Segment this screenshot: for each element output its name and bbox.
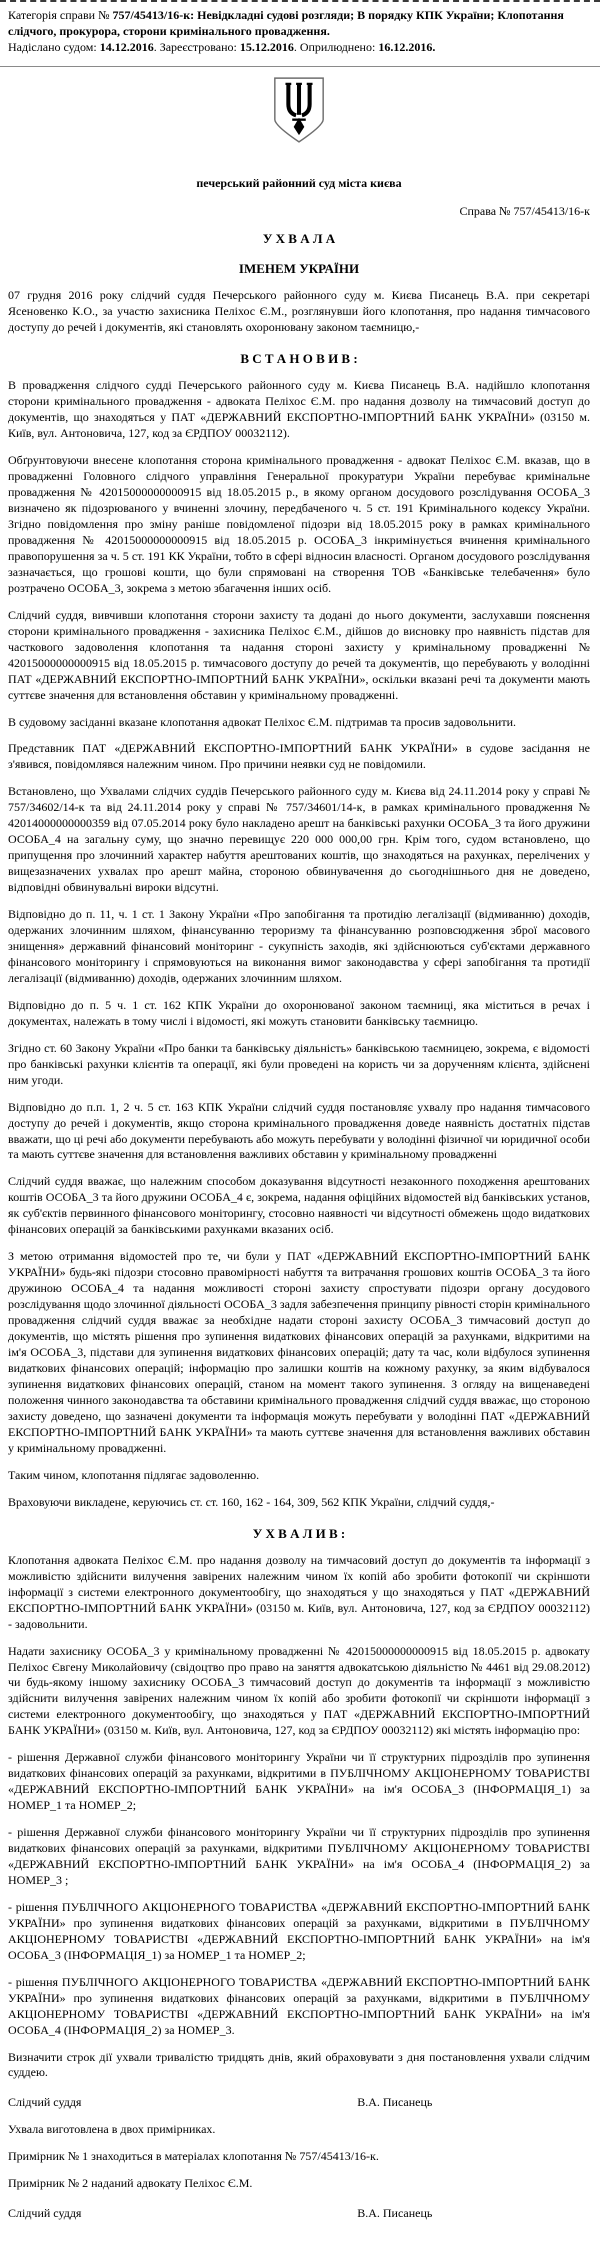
sent-label: Надіслано судом:	[8, 39, 100, 54]
judge-name: В.А. Писанець	[357, 2206, 433, 2221]
closing-section	[8, 2122, 590, 2192]
ruled-heading: У Х В А Л И В :	[252, 1525, 346, 1541]
established-section	[8, 378, 590, 1510]
paragraph: 07 грудня 2016 року слідчий суддя Печерського районного суду м. Києва Писанець В.А. при секретарі Ясеновенко К.О., за участю захисника Пеліхос Є.М., розглянувши його клопотання, про надання тимчасового доступу до речей і документів, які становлять охоронювану законом таємницю,-	[8, 288, 590, 335]
paragraph: З метою отримання відомостей про те, чи були у ПАТ «ДЕРЖАВНИЙ ЕКСПОРТНО-ІМПОРТНИЙ БАНК УКРАЇНИ» будь-які підозри стосовно правомірності набуття та витрачання грошових коштів ОСОБА_3 та його дружиною ОСОБА_4 та надання можливості стороні захисту спростувати підозри органу досудового розслідування щодо злочинної діяльності ОСОБА_3 задля забезпечення принципу рівності сторін кримінального провадження слідчий суддя вважає за необхідне надати стороні захисту ОСОБА_3 тимчасовий доступ до документів, що містять рішення про зупинення видаткових фінансових операцій за рахунками, відкритими на ім'я ОСОБА_3, підстави для зупинення видаткових фінансових операцій; дату та час, коли відбулося зупинення видаткових фінансових операцій; інформацію про залишки коштів на кожному рахунку, за яким відбувалося зупинення видаткових фінансових операцій, станом на момент такого зупинення. З огляду на вищенаведені положення чинного законодавства та обставини кримінального провадження слідчий суддя вважає, що стороною захисту доведено, що зазначені документи та інформація можуть перебувати у володінні ПАТ «ДЕРЖАВНИЙ ЕКСПОРТНО-ІМПОРТНИЙ БАНК УКРАЇНИ» та мають суттєве значення для встановлення важливих обставин у кримінальному провадженні.	[8, 1249, 590, 1455]
header-divider	[0, 66, 600, 67]
paragraph: Слідчий суддя, вивчивши клопотання сторони захисту та додані до нього документи, заслухавши пояснення сторони кримінального провадження - захисника Пеліхос Є.М., дійшов до висновку про наявність підстав для часткового задоволення клопотання та надання стороні захисту у кримінальному провадженні № 42015000000000915 від 18.05.2015 р. тимчасового доступу до речей та документів, що перебувають у володінні ПАТ «ДЕРЖАВНИЙ ЕКСПОРТНО-ІМПОРТНИЙ БАНК УКРАЇНИ», оскільки вказані речі та документи мають суттєве значення для встановлення обставин у кримінальному провадженні.	[8, 607, 590, 702]
paragraph: Таким чином, клопотання підлягає задоволенню.	[8, 1467, 260, 1482]
court-name: печерський районний суд міста києва	[196, 175, 402, 190]
registered-label: . Зареєстровано:	[153, 39, 240, 54]
paragraph: - рішення ПУБЛІЧНОГО АКЦІОНЕРНОГО ТОВАРИСТВА «ДЕРЖАВНИЙ ЕКСПОРТНО-ІМПОРТНИЙ БАНК УКРАЇНИ» про зупинення видаткових фінансових операцій за рахунками, відкритими в ПУБЛІЧНОМУ АКЦІОНЕРНОМУ ТОВАРИСТВІ «ДЕРЖАВНИЙ ЕКСПОРТНО-ІМПОРТНИЙ БАНК УКРАЇНИ» на ім'я ОСОБА_4 (ІНФОРМАЦІЯ_2) за НОМЕР_3.	[8, 1974, 590, 2037]
sent-date: 14.12.2016	[99, 39, 154, 54]
paragraph: Відповідно до п. 11, ч. 1 ст. 1 Закону України «Про запобігання та протидію легалізації (відмиванню) доходів, одержаних злочинним шляхом, фінансуванню тероризму та фінансуванню розповсюдження зброї масового знищення» державний фінансовий моніторинг - сукупність заходів, які здійснюються суб'єктами державного фінансового моніторингу і спрямовуються на виконання вимог законодавства у сфері запобігання та протидії легалізації (відмиванню) доходів, одержаних злочинним шляхом.	[8, 907, 590, 985]
registered-date: 15.12.2016	[239, 39, 294, 54]
case-category-line	[8, 8, 590, 40]
paragraph: Відповідно до п. 5 ч. 1 ст. 162 КПК України до охоронюваної законом таємниці, яка міститься в речах і документах, належать в тому числі і відомості, які можуть становити банківську таємницю.	[8, 997, 590, 1028]
intro-section	[8, 288, 590, 336]
ukraine-trident-emblem-icon	[270, 75, 328, 145]
document-subtitle: ІМЕНЕМ УКРАЇНИ	[238, 261, 360, 276]
paragraph: Клопотання адвоката Пеліхос Є.М. про надання дозволу на тимчасовий доступ до документів та інформації з можливістю здійснити вилучення завірених належним чином їх копій або зробити фотокопії чи скріншоти інформації з системи електронного документообігу, що знаходяться у що знаходяться у ПАТ «ДЕРЖАВНИЙ ЕКСПОРТНО-ІМПОРТНИЙ БАНК УКРАЇНИ» (03150 м. Київ, вул. Антоновича, 127, код за ЄРДПОУ 00032112) - задовольнити.	[8, 1552, 590, 1631]
paragraph: В провадження слідчого судді Печерського районного суду м. Києва Писанець В.А. надійшло клопотання сторони кримінального провадження - адвоката Пеліхос Є.М. про надання дозволу на тимчасовий доступ до документів, що знаходяться у ПАТ «ДЕРЖАВНИЙ ЕКСПОРТНО-ІМПОРТНИЙ БАНК УКРАЇНИ» (03150 м. Київ, вул. Антоновича, 127, код за ЄРДПОУ 00032112).	[8, 378, 590, 441]
judge-label: Слідчий суддя	[8, 2206, 82, 2221]
paragraph: Встановлено, що Ухвалами слідчих суддів Печерського районного суду м. Києва від 24.11.2014 року у справі № 757/34602/14-к та від 24.11.2014 року у справі № 757/34601/14-к, в рамках кримінального провадження № 42014000000000359 від 07.05.2014 року було накладено арешт на банківські рахунки ОСОБА_3 та його дружини ОСОБА_4 на загальну суму, що значно перевищує 220 000 000,00 грн. Крім того, судом встановлено, що припущення про злочинний характер набуття арештованих коштів, що знаходяться на рахунках, перелічених у вищезазначених ухвалах про арешт майна, стороною обвинувачення до сьогоднішнього дня не доведено, відповідні обвинувальні вироки відсутні.	[8, 784, 590, 895]
case-category-prefix: Категорія справи №	[8, 8, 113, 22]
registry-meta-header	[8, 8, 590, 56]
case-category-value: 757/45413/16-к: Невідкладні судові розгляди; В порядку КПК України; Клопотання слідчого, прокурора, сторони кримінального провадження.	[8, 8, 564, 38]
paragraph: Відповідно до п.п. 1, 2 ч. 5 ст. 163 КПК України слідчий суддя постановляє ухвалу про надання тимчасового доступу до речей і документів, якщо сторона кримінального провадження доведе наявність достатніх підстав вважати, що ці речі або документи перебувають або можуть перебувати у володінні фізичної чи юридичної особи та мають суттєве значення для встановлення важливих обставин у кримінальному провадженні	[8, 1099, 590, 1162]
document-title: У Х В А Л А	[262, 230, 336, 246]
judge-label: Слідчий суддя	[8, 2095, 82, 2110]
paragraph: Враховуючи викладене, керуючись ст. ст. 160, 162 - 164, 309, 562 КПК України, слідчий суддя,-	[8, 1494, 495, 1509]
paragraph: - рішення Державної служби фінансового моніторингу України чи її структурних підрозділів про зупинення видаткових фінансових операцій за рахунками, відкритими в ПУБЛІЧНОМУ АКЦІОНЕРНОМУ ТОВАРИСТВІ «ДЕРЖАВНИЙ ЕКСПОРТНО-ІМПОРТНИЙ БАНК УКРАЇНИ» на ім'я ОСОБА_3 (ІНФОРМАЦІЯ_1) за НОМЕР_1 та НОМЕР_2;	[8, 1750, 590, 1813]
paragraph: Слідчий суддя вважає, що належним способом доказування відсутності незаконного походження арештованих коштів ОСОБА_3 та його дружини ОСОБА_4 є, зокрема, надання офіційних відомостей від банківських установ, як суб'єктів первинного фінансового моніторингу, стосовно наявності чи відсутності обмежень щодо видаткових фінансових операцій за банківськими рахунками вказаних осіб.	[8, 1174, 590, 1237]
paragraph: Примірник № 2 наданий адвокату Пеліхос Є.М.	[8, 2176, 253, 2191]
judge-name: В.А. Писанець	[357, 2095, 433, 2110]
emblem-container	[8, 75, 590, 150]
signature-row-1	[8, 2095, 590, 2111]
published-date: 16.12.2016.	[378, 39, 436, 54]
paragraph: - рішення ПУБЛІЧНОГО АКЦІОНЕРНОГО ТОВАРИСТВА «ДЕРЖАВНИЙ ЕКСПОРТНО-ІМПОРТНИЙ БАНК УКРАЇНИ» про зупинення видаткових фінансових операцій за рахунками, відкритими в ПУБЛІЧНОМУ АКЦІОНЕРНОМУ ТОВАРИСТВІ «ДЕРЖАВНИЙ ЕКСПОРТНО-ІМПОРТНИЙ БАНК УКРАЇНИ» на ім'я ОСОБА_3 (ІНФОРМАЦІЯ_1) за НОМЕР_1 та НОМЕР_2;	[8, 1899, 590, 1962]
paragraph: Надати захиснику ОСОБА_3 у кримінальному провадженні № 42015000000000915 від 18.05.2015 р. адвокату Пеліхос Євгену Миколайовичу (свідоцтво про право на заняття адвокатською діяльністю № 4461 від 29.08.2012) чи будь-якому іншому захиснику ОСОБА_3 тимчасовий доступ до документів та інформації з можливістю здійснити вилучення завірених належним чином їх копій або зробити фотокопії чи скріншоти інформації з системи електронного документообігу, що знаходяться у ПАТ «ДЕРЖАВНИЙ ЕКСПОРТНО-ІМПОРТНИЙ БАНК УКРАЇНИ» (03150 м. Київ, вул. Антоновича, 127, код за ЄРДПОУ 00032112) які містять інформацію про:	[8, 1643, 590, 1738]
ruled-section	[8, 1553, 590, 2082]
paragraph: Згідно ст. 60 Закону України «Про банки та банківську діяльність» банківською таємницею, зокрема, є відомості про банківські рахунки клієнтів та операції, які були проведені на користь чи за дорученням клієнта, здійснені ним угоди.	[8, 1040, 590, 1087]
paragraph: - рішення Державної служби фінансового моніторингу України чи її структурних підрозділів про зупинення видаткових фінансових операцій за рахунками, відкритими ПУБЛІЧНОМУ АКЦІОНЕРНОМУ ТОВАРИСТВІ «ДЕРЖАВНИЙ ЕКСПОРТНО-ІМПОРТНИЙ БАНК УКРАЇНИ» на ім'я ОСОБА_4 (ІНФОРМАЦІЯ_2) за НОМЕР_3 ;	[8, 1825, 590, 1887]
published-label: . Оприлюднено:	[293, 39, 379, 54]
case-dates-line	[8, 40, 590, 56]
established-heading: В С Т А Н О В И В :	[240, 351, 358, 367]
case-reference: Справа № 757/45413/16-к	[459, 203, 590, 218]
paragraph: Представник ПАТ «ДЕРЖАВНИЙ ЕКСПОРТНО-ІМПОРТНИЙ БАНК УКРАЇНИ» в судове засідання не з'явився, повідомлявся належним чином. Про причини неявки суд не повідомили.	[8, 741, 590, 772]
signature-row-2	[8, 2206, 590, 2222]
paragraph: Ухвала виготовлена в двох примірниках.	[8, 2122, 216, 2137]
paragraph: Обґрунтовуючи внесене клопотання сторона кримінального провадження - адвокат Пеліхос Є.М. вказав, що в провадженні Головного слідчого управління Генеральної прокуратури України перебуває кримінальне провадження № 42015000000000915 від 18.05.2015 р., в якому органом досудового розслідування ОСОБА_3 визначено як підозрюваного у вчиненні злочину, передбаченого ч. 5 ст. 191 Кримінального кодексу України. Згідно повідомлення про зміну раніше повідомленої підозри від 18.05.2015 року в рамках кримінального провадження № 42015000000000915 від 18.05.2015 р. ОСОБА_3 інкримінується вчинення кримінального правопорушення за ч. 5 ст. 191 КК України, тобто в сфері відносин власності. Органом досудового розслідування зазначається, що грошові кошти, що були спрямовані на створення ТОВ «Банківське телебачення» було розтрачено ОСОБА_3, зокрема з метою збагачення інших осіб.	[8, 453, 590, 595]
paragraph: В судовому засіданні вказане клопотання адвокат Пеліхос Є.М. підтримав та просив задовольнити.	[8, 714, 517, 729]
paragraph: Примірник № 1 знаходиться в матеріалах клопотання № 757/45413/16-к.	[8, 2149, 379, 2164]
paragraph: Визначити строк дії ухвали тривалістю тридцять днів, який обраховувати з дня постановлення ухвали слідчим суддею.	[8, 2049, 590, 2080]
